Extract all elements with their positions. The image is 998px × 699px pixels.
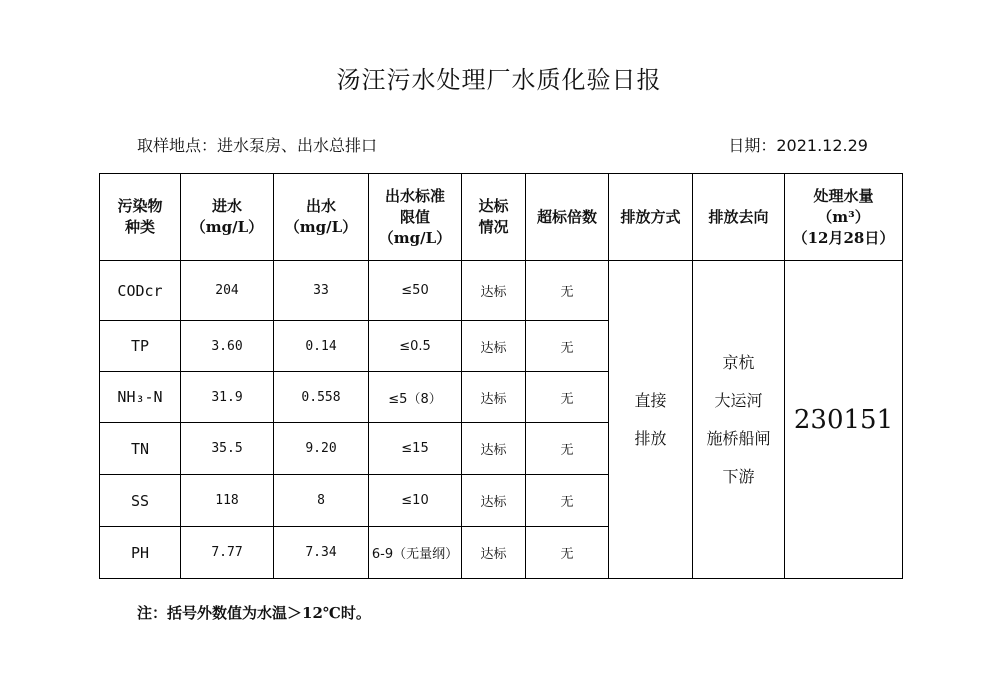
compliance-status: 达标: [462, 372, 526, 423]
water-quality-table: [99, 173, 903, 579]
compliance-status: 达标: [462, 321, 526, 372]
footnote: 注：括号外数值为水温＞12℃时。: [137, 604, 371, 622]
report-title: 汤汪污水处理厂水质化验日报: [336, 66, 662, 94]
header-volume: 处理水量 （m³） （12月28日）: [785, 174, 903, 261]
outflow-value: 7.34: [274, 527, 369, 579]
pollutant-name: SS: [100, 475, 181, 527]
inflow-value: 118: [181, 475, 274, 527]
pollutant-name: PH: [100, 527, 181, 579]
standard-limit: ≤5（8）: [369, 372, 462, 423]
header-discharge-method: 排放方式: [609, 174, 693, 261]
standard-limit: ≤50: [369, 261, 462, 321]
inflow-value: 35.5: [181, 423, 274, 475]
pollutant-name: TP: [100, 321, 181, 372]
standard-limit: 6-9（无量纲）: [369, 527, 462, 579]
sampling-location: 取样地点：进水泵房、出水总排口: [137, 136, 378, 155]
inflow-value: 204: [181, 261, 274, 321]
header-inflow: 进水 （mg/L）: [181, 174, 274, 261]
compliance-status: 达标: [462, 475, 526, 527]
inflow-value: 3.60: [181, 321, 274, 372]
header-standard: 出水标准 限值 （mg/L）: [369, 174, 462, 261]
table-row: [100, 261, 903, 321]
report-date: 日期：2021.12.29: [728, 136, 868, 155]
pollutant-name: CODcr: [100, 261, 181, 321]
compliance-status: 达标: [462, 423, 526, 475]
header-exceed: 超标倍数: [526, 174, 609, 261]
header-pollutant: 污染物 种类: [100, 174, 181, 261]
pollutant-name: TN: [100, 423, 181, 475]
standard-limit: ≤0.5: [369, 321, 462, 372]
standard-limit: ≤10: [369, 475, 462, 527]
exceed-multiple: 无: [526, 475, 609, 527]
exceed-multiple: 无: [526, 261, 609, 321]
exceed-multiple: 无: [526, 527, 609, 579]
pollutant-name: NH₃-N: [100, 372, 181, 423]
discharge-method-cell: 直接 排放: [609, 261, 693, 579]
discharge-dest-cell: 京杭 大运河 施桥船闸 下游: [693, 261, 785, 579]
exceed-multiple: 无: [526, 372, 609, 423]
header-discharge-dest: 排放去向: [693, 174, 785, 261]
outflow-value: 9.20: [274, 423, 369, 475]
treated-volume: 230151: [785, 261, 903, 579]
outflow-value: 8: [274, 475, 369, 527]
exceed-multiple: 无: [526, 423, 609, 475]
header-outflow: 出水 （mg/L）: [274, 174, 369, 261]
inflow-value: 31.9: [181, 372, 274, 423]
outflow-value: 0.558: [274, 372, 369, 423]
outflow-value: 33: [274, 261, 369, 321]
inflow-value: 7.77: [181, 527, 274, 579]
header-compliance: 达标 情况: [462, 174, 526, 261]
compliance-status: 达标: [462, 261, 526, 321]
standard-limit: ≤15: [369, 423, 462, 475]
compliance-status: 达标: [462, 527, 526, 579]
header-row: [100, 174, 903, 261]
outflow-value: 0.14: [274, 321, 369, 372]
exceed-multiple: 无: [526, 321, 609, 372]
